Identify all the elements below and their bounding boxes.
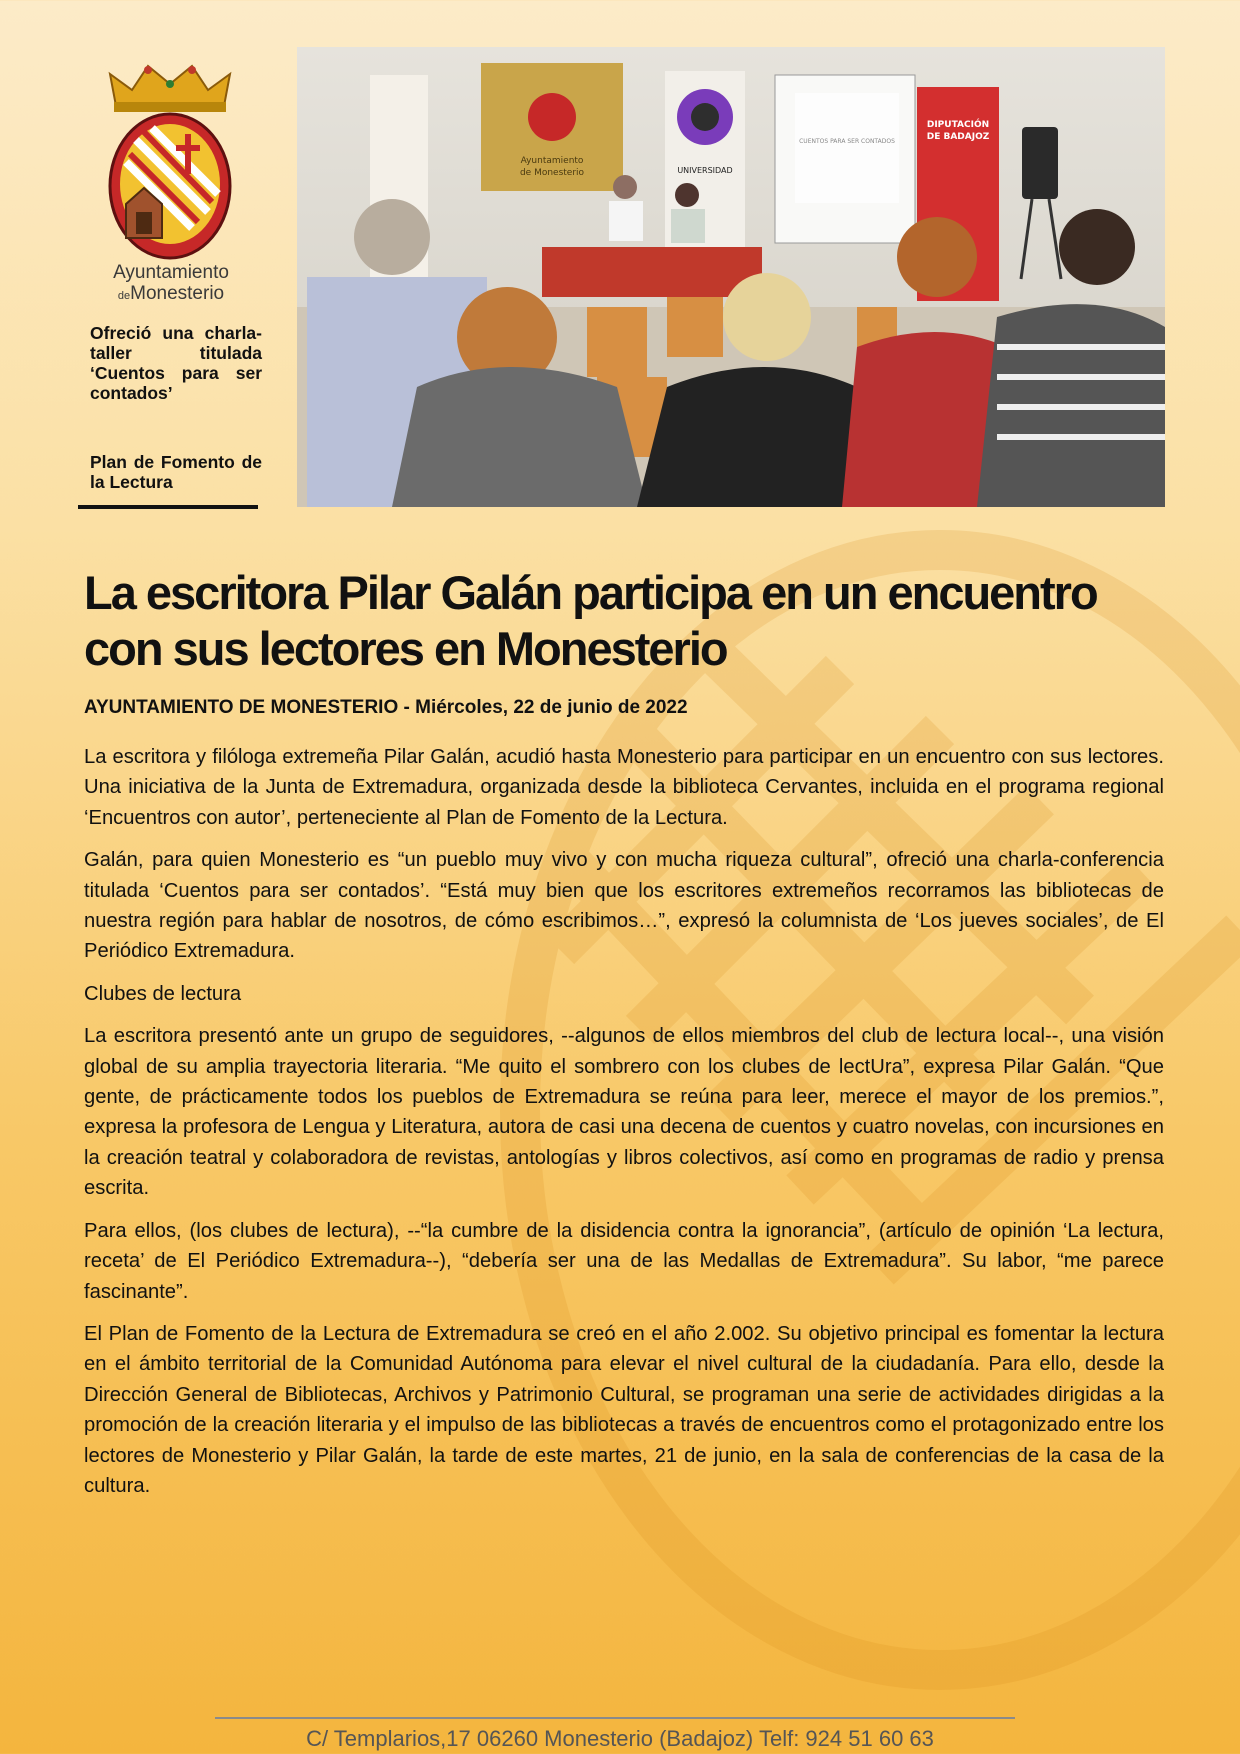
coat-of-arms-logo: [96, 62, 244, 262]
article-body: [84, 742, 1164, 1513]
paragraph: Para ellos, (los clubes de lectura), --“la cumbre de la disidencia contra la ignorancia”, (artículo de opinión ‘La lectura, receta’ de El Periódico Extremadura--), “debería ser una de las Medallas de Extremadura”. Su labor, “me parece fascinante”.: [84, 1219, 1164, 1303]
event-photo: [297, 47, 1165, 507]
banner-text-line1: Ayuntamiento: [520, 156, 584, 166]
sidebar-rule: [78, 505, 258, 509]
logo-line2-small: de: [117, 290, 131, 302]
paragraph: La escritora presentó ante un grupo de seguidores, --algunos de ellos miembros del club de lectura local--, una visión global de su amplia trayectoria literaria. “Me quito el sombrero con los clubes de lectUra”, expresa Pilar Galán. “Que gente, de prácticamente todos los pueblos de Extremadura se reúna para leer, merece el mayor de los premios.”, expresa la profesora de Lengua y Literatura, autora de casi una decena de cuentos y cuatro novelas, con incursiones en la creación teatral y colaboradora de revistas, antologías y libros colectivos, así como en programas de radio y prensa escrita.: [84, 1025, 1164, 1200]
logo-caption: [86, 262, 256, 307]
paragraph: La escritora y filóloga extremeña Pilar Galán, acudió hasta Monesterio para participar en un encuentro con sus lectores. Una iniciativa de la Junta de Extremadura, organizada desde la biblioteca Cervantes, incluida en el programa regional ‘Encuentros con autor’, perteneciente al Plan de Fomento de la Lectura.: [84, 746, 1164, 829]
banner-dip-line1: DIPUTACIÓN: [926, 120, 990, 130]
paragraph: Galán, para quien Monesterio es “un pueblo muy vivo y con mucha riqueza cultural”, ofreció una charla-conferencia titulada ‘Cuentos para ser contados’. “Está muy bien que los escritores extremeños recorramos las bibliotecas de nuestra región para hablar de nosotros, de cómo escribimos…”, expresó la columnista de ‘Los jueves sociales’, de El Periódico Extremadura.: [84, 849, 1164, 963]
byline: AYUNTAMIENTO DE MONESTERIO - Miércoles, 22 de junio de 2022: [84, 697, 688, 718]
screen-text: CUENTOS PARA SER CONTADOS: [799, 138, 895, 145]
sidebar-section: Plan de Fomento de la Lectura: [90, 452, 262, 492]
subheading: Clubes de lectura: [84, 982, 242, 1005]
banner-text-line2: de Monesterio: [519, 168, 585, 178]
footer-rule: [215, 1717, 1015, 1719]
projection-screen: [775, 75, 915, 243]
sidebar-intro: Ofreció una charla-taller titulada ‘Cuentos para ser contados’: [90, 323, 262, 403]
banner-univ-text: UNIVERSIDAD: [677, 166, 733, 175]
logo-line2: Monesterio: [130, 283, 225, 304]
paragraph: El Plan de Fomento de la Lectura de Extremadura se creó en el año 2.002. Su objetivo principal es fomentar la lectura en el ámbito territorial de la Comunidad Autónoma para elevar el nivel cultural de la ciudadanía. Para ello, desde la Dirección General de Bibliotecas, Archivos y Patrimonio Cultural, se programan una serie de actividades dirigidas a la promoción de la creación literaria y el impulso de las bibliotecas a través de encuentros como el protagonizado entre los lectores de Monesterio y Pilar Galán, la tarde de este martes, 21 de junio, en la sala de conferencias de la casa de la cultura.: [84, 1322, 1164, 1497]
crown-icon: [110, 66, 230, 112]
footer-address: C/ Templarios,17 06260 Monesterio (Badajoz) Telf: 924 51 60 63: [306, 1726, 934, 1751]
headline: La escritora Pilar Galán participa en un encuentro con sus lectores en Monesterio: [84, 566, 1097, 675]
presenter-table: [542, 247, 762, 297]
banner-dip-line2: DE BADAJOZ: [926, 132, 990, 142]
logo-line1: Ayuntamiento: [113, 262, 229, 283]
